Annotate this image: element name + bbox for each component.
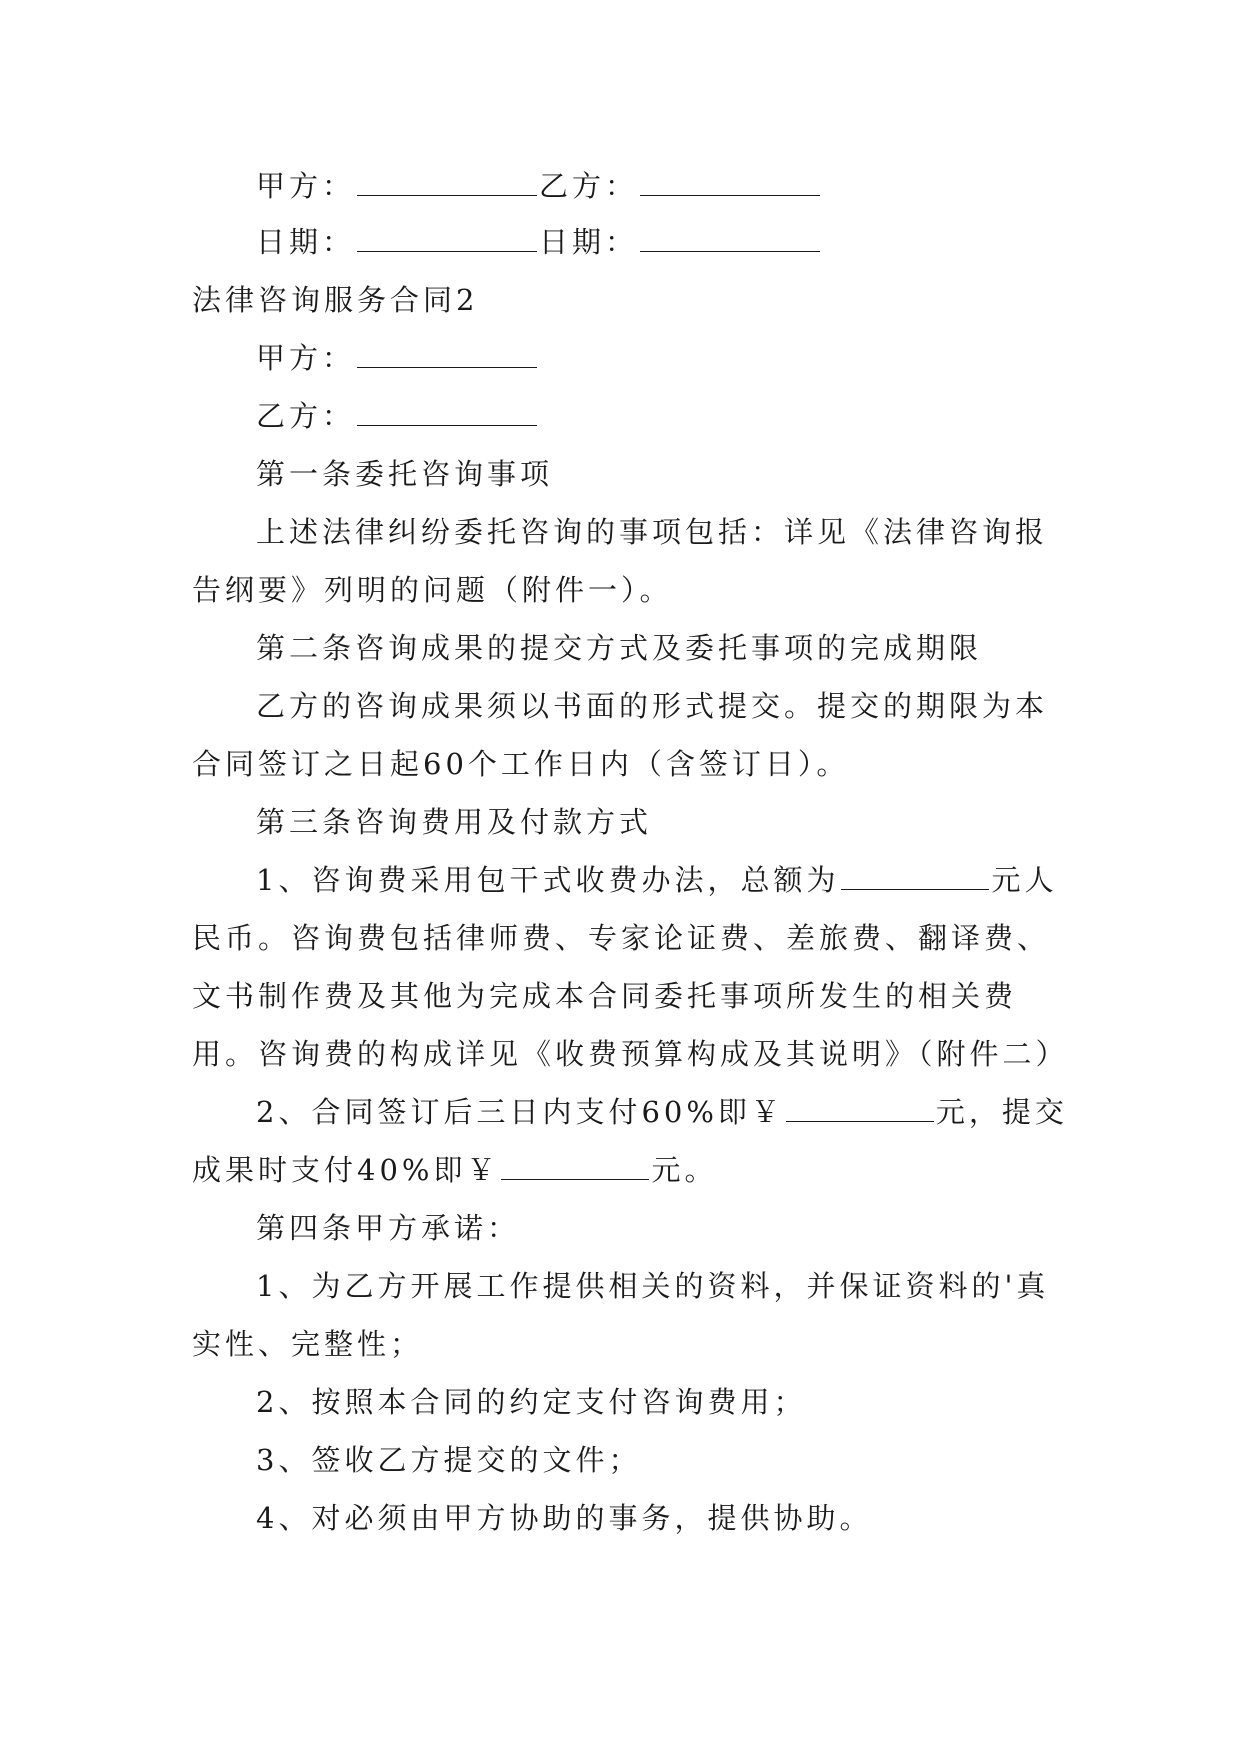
date-a-blank (357, 225, 537, 252)
article3-item2-prefix: 2、合同签订后三日内支付60%即￥ (256, 1095, 784, 1129)
date-b-label: 日期： (539, 225, 639, 259)
contract-party-a-row (256, 338, 1072, 378)
date-b-blank (640, 225, 820, 252)
article2-heading: 第二条咨询成果的提交方式及委托事项的完成期限 (256, 631, 983, 665)
party-a-blank (357, 169, 537, 196)
article4-heading: 第四条甲方承诺： (256, 1211, 521, 1245)
article3-item2-line1 (256, 1092, 1072, 1132)
article4-item1-line1: 1、为乙方开展工作提供相关的资料，并保证资料的'真 (256, 1269, 1050, 1303)
article3-item2-line2 (192, 1150, 1072, 1190)
article1-heading: 第一条委托咨询事项 (256, 457, 554, 491)
contract-party-b-label: 乙方： (256, 399, 356, 433)
article1-body-line1: 上述法律纠纷委托咨询的事项包括：详见《法律咨询报 (256, 515, 1049, 549)
article3-heading: 第三条咨询费用及付款方式 (256, 805, 653, 839)
article3-item1-prefix: 1、咨询费采用包干式收费办法，总额为 (256, 863, 840, 897)
contract-title: 法律咨询服务合同2 (192, 283, 479, 317)
article3-item2-suffix: 元，提交 (935, 1095, 1068, 1129)
party-b-blank (640, 169, 820, 196)
contract-party-a-blank (357, 341, 537, 368)
date-a-label: 日期： (256, 225, 356, 259)
party-a-label: 甲方： (256, 169, 356, 203)
party-b-label: 乙方： (539, 169, 639, 203)
contract-party-b-blank (357, 399, 537, 426)
final-payment-blank (501, 1153, 649, 1180)
article3-item1-line1 (256, 860, 1072, 900)
article1-body-line2: 告纲要》列明的问题（附件一）。 (192, 573, 673, 607)
article3-item2-line2-suffix: 元。 (651, 1153, 718, 1187)
article2-body-line2: 合同签订之日起60个工作日内（含签订日）。 (192, 747, 850, 781)
article4-item4: 4、对必须由甲方协助的事务，提供协助。 (256, 1501, 873, 1535)
total-fee-blank (841, 863, 989, 890)
article4-item2: 2、按照本合同的约定支付咨询费用； (256, 1385, 807, 1419)
article4-item3: 3、签收乙方提交的文件； (256, 1443, 642, 1477)
article3-item2-line2-prefix: 成果时支付40%即￥ (192, 1153, 500, 1187)
contract-party-b-row (256, 396, 1072, 436)
article2-body-line1: 乙方的咨询成果须以书面的形式提交。提交的期限为本 (256, 689, 1049, 723)
article3-item1-line3: 文书制作费及其他为完成本合同委托事项所发生的相关费 (192, 979, 1018, 1013)
article3-item1-line2: 民币。咨询费包括律师费、专家论证费、差旅费、翻译费、 (192, 921, 1051, 955)
first-payment-blank (786, 1095, 934, 1122)
article3-item1-suffix: 元人 (991, 863, 1058, 897)
article3-item1-line4: 用。咨询费的构成详见《收费预算构成及其说明》（附件二） (192, 1037, 1069, 1071)
contract-party-a-label: 甲方： (256, 341, 356, 375)
article4-item1-line2: 实性、完整性； (192, 1327, 424, 1361)
signature-date-row (256, 222, 1072, 262)
signature-party-row (256, 166, 1072, 206)
